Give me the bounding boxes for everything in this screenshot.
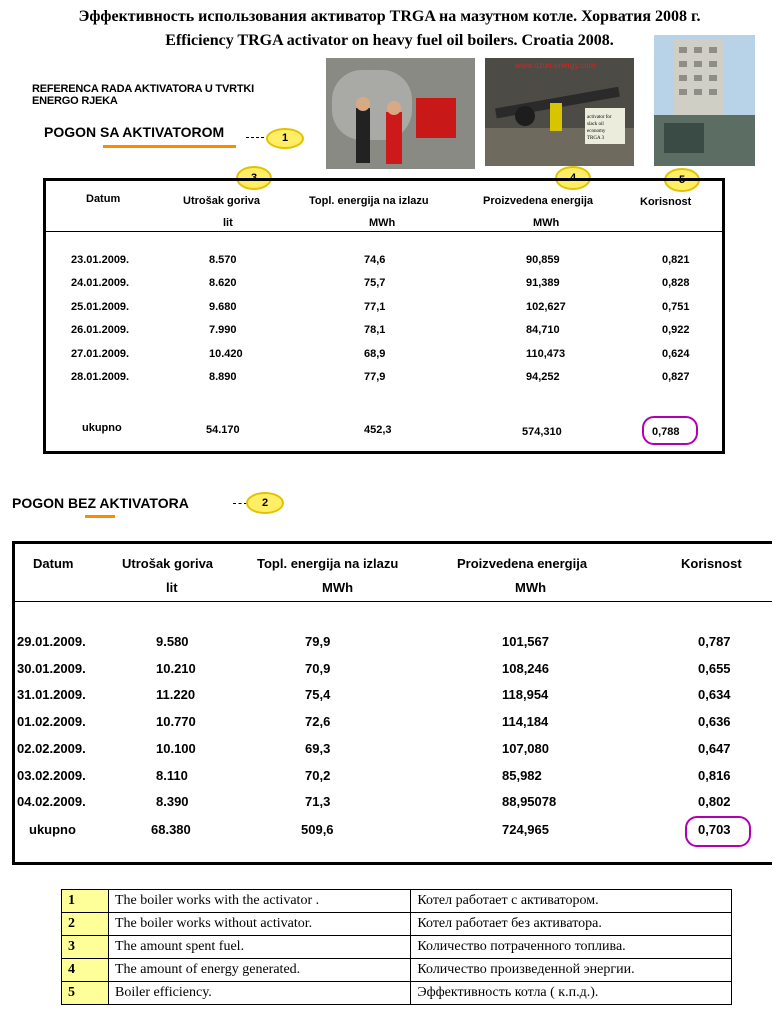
header-heat-unit: MWh xyxy=(322,580,354,595)
header-produced: Proizvedena energija xyxy=(483,195,594,207)
reference-line-2: ENERGO RJEKA xyxy=(32,95,118,107)
total-efficiency: 0,788 xyxy=(652,426,680,438)
table1-cell: 110,473 xyxy=(526,347,566,360)
header-fuel: Utrošak goriva xyxy=(122,556,214,571)
total-heat: 452,3 xyxy=(364,424,392,436)
legend-row xyxy=(62,936,732,959)
legend-english: The amount of energy generated. xyxy=(109,959,411,982)
title-russian: Эффективность использования активатор TRGA на мазутном котле. Хорватия 2008 г. xyxy=(78,8,701,25)
table1-cell: 0,827 xyxy=(662,371,690,383)
table2-cell: 70,2 xyxy=(305,767,331,783)
total-fuel: 68.380 xyxy=(151,822,191,837)
header-heat: Topl. energija na izlazu xyxy=(309,195,429,207)
table2-cell: 118,954 xyxy=(502,687,549,703)
table1-cell: 9.680 xyxy=(209,300,237,313)
table2-cell: 71,3 xyxy=(305,794,331,810)
section-without-activator: POGON BEZ AKTIVATORA xyxy=(12,495,189,511)
activator-photo xyxy=(485,58,634,166)
header-produced-unit: MWh xyxy=(515,580,547,595)
header-efficiency: Korisnost xyxy=(681,556,742,571)
table2-cell: 11.220 xyxy=(156,687,196,703)
table1-cell: 7.990 xyxy=(209,324,237,337)
legend-number: 3 xyxy=(62,936,109,959)
table2-cell: 0,636 xyxy=(698,714,731,730)
legend-russian: Количество потраченного топлива. xyxy=(411,936,732,959)
legend-number: 5 xyxy=(62,982,109,1005)
svg-text:slack oil: slack oil xyxy=(587,122,604,127)
legend-row xyxy=(62,959,732,982)
header-heat: Topl. energija na izlazu xyxy=(257,556,399,571)
table1-cell: 23.01.2009. xyxy=(71,254,130,266)
table2-cell: 0,787 xyxy=(698,634,731,649)
total-produced: 574,310 xyxy=(522,426,562,438)
table2-cell: 8.110 xyxy=(156,767,188,783)
table2-cell: 79,9 xyxy=(305,634,331,649)
legend-russian: Котел работает без активатора. xyxy=(411,913,732,936)
table1-cell: 0,624 xyxy=(662,347,690,360)
total-label: ukupno xyxy=(82,422,122,434)
table2-cell: 01.02.2009. xyxy=(17,714,86,730)
table2-cell: 10.100 xyxy=(156,740,196,756)
table1-cell: 0,828 xyxy=(662,277,690,290)
table2-cell: 0,816 xyxy=(698,767,731,783)
legend-russian: Эффективность котла ( к.п.д.). xyxy=(411,982,732,1005)
header-efficiency: Korisnost xyxy=(640,196,692,208)
table1-cell: 78,1 xyxy=(364,324,386,337)
svg-text:TRGA 3: TRGA 3 xyxy=(587,136,605,141)
table2-cell: 0,655 xyxy=(698,660,731,676)
table2-cell: 10.770 xyxy=(156,714,196,730)
badge-4: 4 xyxy=(555,166,591,190)
title-english: Efficiency TRGA activator on heavy fuel oil boilers. Croatia 2008. xyxy=(165,32,614,49)
table2-cell: 03.02.2009. xyxy=(17,767,86,783)
table1-cell: 8.890 xyxy=(209,371,237,383)
legend-english: The boiler works without activator. xyxy=(109,913,411,936)
svg-text:activator for: activator for xyxy=(587,115,612,120)
table2-cell: 29.01.2009. xyxy=(17,634,86,649)
table2-cell: 101,567 xyxy=(502,634,549,649)
table2-cell: 0,634 xyxy=(698,687,731,703)
header-fuel-unit: lit xyxy=(223,217,233,229)
table1-cell: 84,710 xyxy=(526,324,560,337)
table2-cell: 04.02.2009. xyxy=(17,794,86,810)
table1-cell: 27.01.2009. xyxy=(71,347,130,360)
table1-cell: 28.01.2009. xyxy=(71,371,130,383)
svg-text:economy: economy xyxy=(587,129,606,134)
section-with-activator: POGON SA AKTIVATOROM xyxy=(44,124,225,140)
total-fuel: 54.170 xyxy=(206,424,240,436)
table1-cell: 90,859 xyxy=(526,254,560,266)
legend-russian: Количество произведенной энергии. xyxy=(411,959,732,982)
section-underline-2 xyxy=(85,515,115,518)
total-produced: 724,965 xyxy=(502,822,549,837)
table2-cell: 107,080 xyxy=(502,740,549,756)
legend-english: The boiler works with the activator . xyxy=(109,890,411,913)
table2-cell: 75,4 xyxy=(305,687,331,703)
table1-cell: 25.01.2009. xyxy=(71,300,130,313)
badge-5: 5 xyxy=(664,168,700,192)
table2-cell: 70,9 xyxy=(305,660,331,676)
header-heat-unit: MWh xyxy=(369,217,396,229)
total-heat: 509,6 xyxy=(301,822,334,837)
table2-cell: 9.580 xyxy=(156,634,189,649)
table2-cell: 88,95078 xyxy=(502,794,557,810)
table1-cell: 74,6 xyxy=(364,254,386,266)
table1-cell: 77,9 xyxy=(364,371,386,383)
header-produced: Proizvedena energija xyxy=(457,556,588,571)
legend-number: 1 xyxy=(62,890,109,913)
table2-cell: 31.01.2009. xyxy=(17,687,86,703)
table-without-activator xyxy=(12,541,772,865)
table1-cell: 102,627 xyxy=(526,300,566,313)
legend-english: Boiler efficiency. xyxy=(109,982,411,1005)
table2-cell: 10.210 xyxy=(156,660,196,676)
table1-cell: 75,7 xyxy=(364,277,386,290)
table-with-activator xyxy=(43,178,725,454)
total-label: ukupno xyxy=(29,822,76,837)
table1-cell: 0,922 xyxy=(662,324,690,337)
table2-cell: 0,802 xyxy=(698,794,731,810)
table1-cell: 0,821 xyxy=(662,254,690,266)
legend-number: 2 xyxy=(62,913,109,936)
reference-line-1: REFERENCA RADA AKTIVATORA U TVRTKI xyxy=(32,83,254,95)
badge-1: 1 xyxy=(266,128,304,149)
table2-cell: 114,184 xyxy=(502,714,549,730)
table1-cell: 91,389 xyxy=(526,277,560,290)
header-divider xyxy=(46,231,722,232)
header-date: Datum xyxy=(86,193,121,205)
photo-url-text: www.ozon-energy.com xyxy=(515,61,596,70)
table1-cell: 8.570 xyxy=(209,254,237,266)
badge-2: 2 xyxy=(246,492,284,514)
table2-cell: 72,6 xyxy=(305,714,331,730)
arrow-dash xyxy=(246,137,264,138)
badge-3: 3 xyxy=(236,166,272,190)
header-produced-unit: MWh xyxy=(533,217,560,229)
table2-cell: 85,982 xyxy=(502,767,542,783)
header-date: Datum xyxy=(33,556,74,571)
table2-cell: 69,3 xyxy=(305,740,331,756)
table2-cell: 0,647 xyxy=(698,740,731,756)
total-efficiency: 0,703 xyxy=(698,822,731,837)
table1-cell: 8.620 xyxy=(209,277,237,290)
table1-cell: 0,751 xyxy=(662,300,690,313)
table2-cell: 30.01.2009. xyxy=(17,660,86,676)
arrow-dash-2 xyxy=(233,503,247,504)
table1-cell: 68,9 xyxy=(364,347,386,360)
legend-row xyxy=(62,890,732,913)
table1-cell: 94,252 xyxy=(526,371,560,383)
legend-english: The amount spent fuel. xyxy=(109,936,411,959)
legend-russian: Котел работает с активатором. xyxy=(411,890,732,913)
legend-row xyxy=(62,913,732,936)
legend-number: 4 xyxy=(62,959,109,982)
building-photo xyxy=(654,35,755,166)
legend-row xyxy=(62,982,732,1005)
boiler-photo xyxy=(326,58,475,169)
legend-table xyxy=(61,889,732,1005)
section-underline xyxy=(103,145,236,148)
header-fuel-unit: lit xyxy=(166,580,178,595)
header-fuel: Utrošak goriva xyxy=(183,195,261,207)
table1-cell: 77,1 xyxy=(364,300,386,313)
table2-cell: 02.02.2009. xyxy=(17,740,86,756)
table2-cell: 108,246 xyxy=(502,660,549,676)
table1-cell: 10.420 xyxy=(209,347,243,360)
table1-cell: 24.01.2009. xyxy=(71,277,130,290)
header-divider xyxy=(15,601,772,602)
table2-cell: 8.390 xyxy=(156,794,189,810)
table1-cell: 26.01.2009. xyxy=(71,324,130,337)
